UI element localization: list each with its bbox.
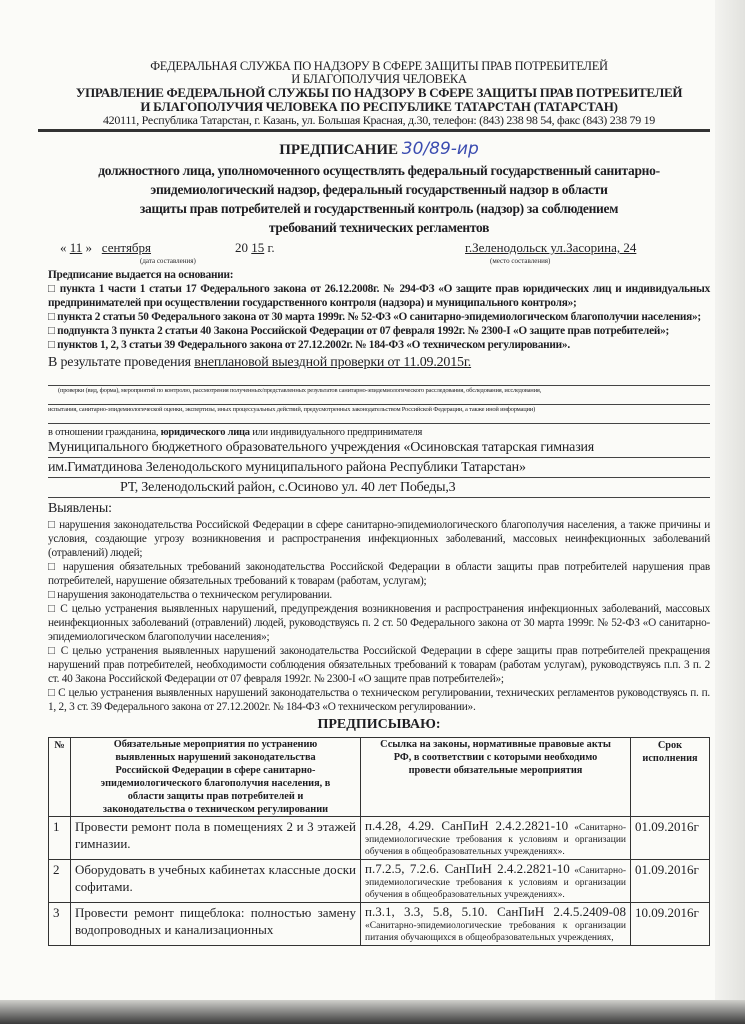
- table-row: [49, 817, 710, 860]
- subject-bold: юридического лица: [160, 427, 250, 438]
- agency-header: [48, 60, 710, 86]
- year-suffix: г.: [267, 240, 275, 255]
- year-prefix: 20: [235, 240, 249, 255]
- col-deadline: Срок исполнения: [631, 738, 710, 817]
- title-subtitle: [28, 161, 730, 237]
- subtitle-line: должностного лица, уполномоченного осуществлять федеральный государственный санитарно-: [98, 163, 660, 178]
- findings-list: [48, 518, 710, 714]
- row-action: Оборудовать в учебных кабинетах классные доски софитами.: [71, 860, 361, 903]
- row-reference: [361, 903, 631, 946]
- ref-text: «Санитарно-эпидемиологические требования к организации питания обучающихся в общеобразовательных учреждениях,: [365, 921, 626, 943]
- subject-intro: [48, 426, 710, 439]
- address: 420111, Республика Татарстан, г. Казань, ул. Большая Красная, д.30, телефон: (843) 238 98 54, факс (843) 238 79 19: [102, 113, 656, 127]
- agency-line1: ФЕДЕРАЛЬНАЯ СЛУЖБА ПО НАДЗОРУ В СФЕРЕ ЗАЩИТЫ ПРАВ ПОТРЕБИТЕЛЕЙ: [150, 59, 608, 73]
- underline: [48, 372, 710, 386]
- date-caption: (дата составления): [140, 257, 196, 265]
- order-heading: ПРЕДПИСЫВАЮ:: [317, 717, 441, 732]
- date-year: 15: [251, 240, 265, 255]
- result-caption: (проверки (вид, форма), мероприятий по контролю, рассмотрения полученных/представленных результатов санитарно-эпидемиологического расследования, обследования, исследования,: [58, 387, 542, 394]
- scan-edge: [715, 0, 745, 1024]
- dept-header: [48, 86, 710, 114]
- ref-main: п.7.2.5, 7.2.6. СанПиН 2.4.2.2821-10: [365, 861, 570, 876]
- finding-item: □ нарушения обязательных требований законодательства Российской Федерации в области защиты прав потребителей нарушения прав потребителей, нарушение обязательных требований к товарам (работам, услугам);: [48, 561, 710, 587]
- col-reference: Ссылка на законы, нормативные правовые акты РФ, в соответствии с которыми необходимо провести обязательные мероприятия: [361, 738, 631, 817]
- date-line: « 11 » сентября 20 15 г. г.Зеленодольск ул.Засорина, 24 (дата составления) (место составления): [60, 240, 710, 266]
- header-rule: [38, 129, 710, 132]
- result-value: внеплановой выездной проверки от 11.09.2015г.: [194, 355, 472, 370]
- row-action: Провести ремонт пола в помещениях 2 и 3 этажей гимназии.: [71, 817, 361, 860]
- dept-line1: УПРАВЛЕНИЕ ФЕДЕРАЛЬНОЙ СЛУЖБЫ ПО НАДЗОРУ В СФЕРЕ ЗАЩИТЫ ПРАВ ПОТРЕБИТЕЛЕЙ: [75, 85, 683, 100]
- result-line: [48, 354, 710, 372]
- col-measures: Обязательные мероприятия по устранению выявленных нарушений законодательства Российской Федерации в сфере санитарно-эпидемиологического благополучия населения, в области защиты прав потребителей и законодательства о техническом регулировании: [71, 738, 361, 817]
- row-number: 1: [49, 817, 71, 860]
- basis-item: □ пунктов 1, 2, 3 статьи 39 Федерального закона от 27.12.2002г. № 184-ФЗ «О техническом регулировании».: [48, 339, 570, 351]
- basis-section: [48, 268, 710, 352]
- subject-address: РТ, Зеленодольский район, с.Осиново ул. 40 лет Победы,3: [48, 479, 710, 498]
- row-reference: [361, 860, 631, 903]
- document-title: [48, 140, 710, 160]
- ref-text: «Санитарно-эпидемиологические требования к условиям и организации обучения в общеобразовательных учреждениях».: [365, 866, 626, 900]
- basis-item: □ пункта 2 статьи 50 Федерального закона от 30 марта 1999г. № 52-ФЗ «О санитарно-эпидемиологическом благополучии населения»;: [48, 311, 701, 323]
- row-reference: [361, 817, 631, 860]
- finding-item: □ С целью устранения выявленных нарушений законодательства Российской Федерации в сфере защиты прав потребителей прекращения нарушений прав потребителей, необходимости соблюдения обязательных требований к товарам (работам услугам), руководствуясь п.п. 3 п. 2 ст. 40 Закона Российской Федерации от 07 февраля 1992г. № 2300-I «О защите прав потребителей»;: [48, 645, 710, 685]
- col-number: №: [49, 738, 71, 817]
- subtitle-line: требований технических регламентов: [268, 220, 490, 235]
- ref-main: п.4.28, 4.29. СанПиН 2.4.2.2821-10: [365, 818, 569, 833]
- subject-line1: Муниципального бюджетного образовательного учреждения «Осиновская татарская гимназия: [48, 439, 710, 458]
- date-day: 11: [69, 240, 83, 255]
- measures-table: [48, 737, 710, 946]
- row-deadline: 01.09.2016г: [631, 860, 710, 903]
- ref-text: «Санитарно-эпидемиологические требования к условиям и организации обучения в общеобразовательных учреждениях».: [365, 823, 626, 857]
- finding-item: □ С целью устранения выявленных нарушений, предупреждения возникновения и распространения инфекционных заболеваний, массовых неинфекционных заболеваний (отравлений) людей, руководствуясь п. 2 ст. 50 Федерального закона от 30 марта 1999г. № 52-ФЗ «О санитарно-эпидемиологическом благополучии населения»;: [48, 603, 710, 643]
- row-deadline: 10.09.2016г: [631, 903, 710, 946]
- row-action: Провести ремонт пищеблока: полностью замену водопроводных и канализационных: [71, 903, 361, 946]
- underline: [48, 395, 710, 405]
- document-body: [48, 268, 710, 946]
- table-header-row: [49, 738, 710, 817]
- subtitle-line: эпидемиологический надзор, федеральный государственный надзор в области: [150, 182, 608, 197]
- table-row: [49, 903, 710, 946]
- subject-line2: им.Гиматдинова Зеленодольского муниципального района Республики Татарстан»: [48, 459, 710, 478]
- place-caption: (место составления): [490, 257, 551, 265]
- date-month: сентября: [101, 240, 152, 255]
- place: г.Зеленодольск ул.Засорина, 24: [465, 240, 637, 255]
- basis-heading: Предписание выдается на основании:: [48, 269, 234, 281]
- result-prefix: В результате проведения: [48, 355, 191, 370]
- title-label: ПРЕДПИСАНИЕ: [279, 142, 399, 158]
- row-number: 3: [49, 903, 71, 946]
- basis-item: □ пункта 1 части 1 статьи 17 Федерального закона от 26.12.2008г. № 294-ФЗ «О защите прав юридических лиц и индивидуальных предпринимателей при осуществлении государственного контроля (надзора) и муниципального контроля»;: [48, 283, 710, 309]
- subject-suffix: или индивидуального предпринимателя: [249, 427, 423, 438]
- underline: [48, 414, 710, 424]
- row-deadline: 01.09.2016г: [631, 817, 710, 860]
- document-page: [48, 0, 710, 1000]
- handwritten-number: 30/89-ир: [401, 139, 479, 159]
- finding-item: □ нарушения законодательства о техническом регулировании.: [48, 589, 332, 601]
- ref-main: п.3.1, 3.3, 5.8, 5.10. СанПиН 2.4.5.2409-08: [365, 904, 626, 919]
- basis-item: □ подпункта 3 пункта 2 статьи 40 Закона Российской Федерации от 07 февраля 1992г. № 2300-I «О защите прав потребителей»;: [48, 325, 670, 337]
- result-caption: испытания, санитарно-эпидемиологической оценки, экспертизы, иных процессуальных действий, предусмотренных законодательством Российской Федерации, а также иной информации): [48, 406, 536, 413]
- dept-line2: И БЛАГОПОЛУЧИЯ ЧЕЛОВЕКА ПО РЕСПУБЛИКЕ ТАТАРСТАН (ТАТАРСТАН): [140, 99, 618, 114]
- subject-prefix: в отношении гражданина,: [48, 427, 161, 438]
- row-number: 2: [49, 860, 71, 903]
- scan-bottom-shadow: [0, 1000, 745, 1024]
- agency-line2: И БЛАГОПОЛУЧИЯ ЧЕЛОВЕКА: [291, 72, 467, 86]
- findings-heading: Выявлены:: [48, 501, 112, 516]
- finding-item: □ С целью устранения выявленных нарушений законодательства о техническом регулировании, технических регламентов руководствуясь п. п. 1, 2, 3 ст. 39 Федерального закона от 27.12.2002г. № 184-ФЗ «О техническом регулировании».: [48, 687, 710, 713]
- finding-item: □ нарушения законодательства Российской Федерации в сфере санитарно-эпидемиологического благополучия населения, а также причины и условия, создающие угрозу возникновения и распространения инфекционных заболеваний, массовых неинфекционных заболеваний (отравлений) людей;: [48, 519, 710, 559]
- table-row: [49, 860, 710, 903]
- subtitle-line: защиты прав потребителей и государственный контроль (надзор) за соблюдением: [139, 201, 619, 216]
